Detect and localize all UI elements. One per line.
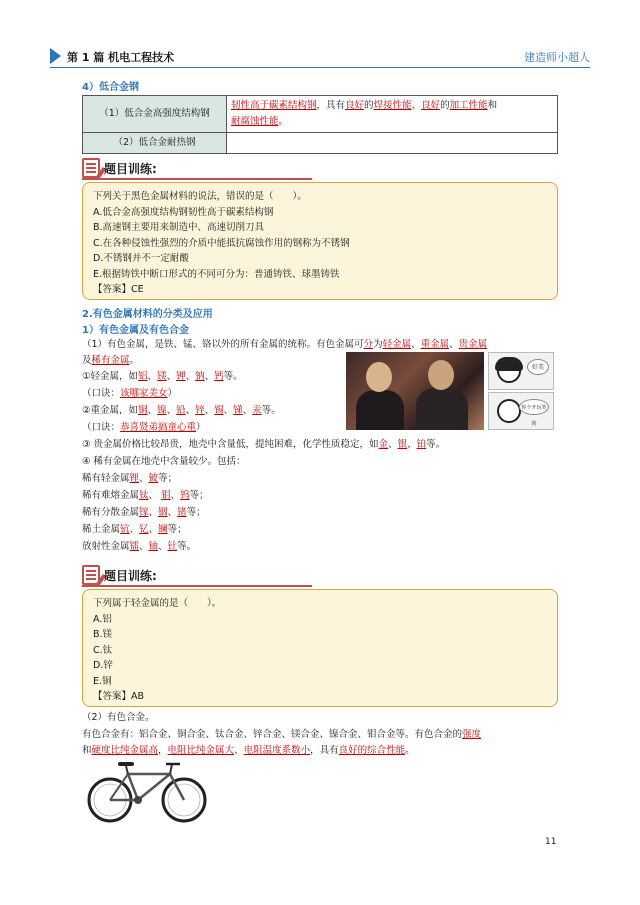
text-segment: 钪 [120, 524, 130, 535]
desc-segment: 加工性能 [449, 100, 488, 111]
text-segment: 钙 [214, 371, 224, 382]
subsection-title: 1）有色金属及有色合金 [82, 325, 189, 336]
text-segment: 钨 [180, 490, 190, 501]
text-segment: 钼 [161, 490, 171, 501]
desc-segment: 韧性高于碳素结构钢 [231, 100, 317, 111]
text-segment: 稀有轻金属 [82, 473, 130, 484]
text-segment: 铟 [158, 507, 168, 518]
page-number: 11 [545, 837, 557, 847]
desc-segment: 。 [278, 116, 289, 127]
text-segment: 等。 [261, 405, 281, 416]
cartoon-face-icon [497, 399, 521, 423]
chapter-title: 第 1 篇 机电工程技术 [67, 51, 175, 64]
desc-segment: 和 [487, 100, 498, 111]
text-segment: 放射性金属 [82, 541, 130, 552]
page-header [50, 46, 590, 68]
bicycle-stem [170, 764, 172, 774]
text-segment: 等。 [223, 371, 243, 382]
text-segment: 为 [373, 339, 383, 350]
text-segment: 、 [449, 339, 459, 350]
text-segment: 镓 [139, 507, 149, 518]
table-cell-desc [227, 96, 558, 133]
brand-name: 建造师小超人 [524, 51, 590, 64]
desc-segment: 良好 [421, 100, 441, 111]
text-segment: 铍 [148, 473, 159, 484]
section-title-low-alloy: 4）低合金钢 [82, 82, 139, 93]
desc-segment: 焊接性能 [373, 100, 412, 111]
text-segment: 镁 [157, 371, 167, 382]
question-box [82, 182, 558, 300]
text-segment: 钾 [176, 371, 186, 382]
text-segment: ②重金属，如 [82, 405, 139, 416]
text-segment: 良好的综合性能 [338, 745, 406, 756]
speech-bubble: 你个开玩笑的 [519, 399, 549, 415]
desc-segment: 、 [411, 100, 422, 111]
text-segment: 电阻温度系数小 [243, 745, 311, 756]
option-b: B.高速钢主要用来制造中、高速切削刀具 [93, 222, 265, 233]
text-segment: 钛 [139, 490, 149, 501]
alloy-text [82, 727, 560, 759]
desc-segment: 耐腐蚀性能 [231, 116, 279, 127]
text-segment: 电阻比纯金属大 [167, 745, 235, 756]
text-segment: 镧 [158, 524, 168, 535]
notepad-pencil-icon [82, 158, 100, 178]
speech-bubble: 好美 [527, 359, 549, 375]
heavy-metals-line: ②重金属，如铜、镍、铅、锌、锡、锑、汞等。 [82, 405, 281, 416]
cartoon-sticker [488, 352, 554, 390]
text-segment: 重金属 [420, 339, 450, 350]
person-body [416, 388, 468, 430]
text-segment: ， [158, 745, 168, 756]
bicycle-frame [110, 774, 184, 800]
option-a: A.低合金高强度结构钢韧性高于碳素结构钢 [93, 206, 274, 218]
text-segment: 分 [363, 339, 374, 350]
light-metals-line: ①轻金属，如铝、镁、钾、钠、钙等。 [82, 371, 243, 382]
training-title: 题目训练: [104, 162, 157, 176]
text-segment: 钇 [139, 524, 149, 535]
text-segment: 该哪家美女 [120, 388, 168, 399]
light-mnemonic [82, 386, 342, 402]
text-segment: 铜 [138, 405, 148, 416]
people-photo [346, 352, 484, 430]
alloy-title: （2）有色合金。 [82, 712, 155, 723]
text-segment: 稀土金属 [82, 524, 121, 535]
bicycle-frame [138, 774, 170, 800]
text-segment: 等。 [426, 439, 446, 450]
rare-metals-line: 稀有分散金属镓、铟、锗等； [82, 507, 206, 518]
option-e: E.铜 [93, 675, 112, 687]
text-segment: 镭 [129, 541, 140, 552]
option-a: A.铝 [93, 613, 112, 625]
option-b: B.镁 [93, 629, 113, 640]
text-segment: 锡 [214, 405, 224, 416]
text-segment: 锂 [129, 473, 140, 484]
header-arrow-icon [50, 48, 61, 64]
text-segment: 等； [189, 490, 209, 501]
option-d: D.不锈钢并不一定耐酸 [93, 253, 189, 264]
text-segment: 钠 [195, 371, 205, 382]
text-segment: 等； [186, 507, 206, 518]
text-segment: 。 [405, 745, 415, 756]
low-alloy-table [82, 95, 558, 154]
precious-metals-line: ③ 贵金属价格比较昂贵，地壳中含量低，提纯困难，化学性质稳定，如金、银、铂等。 [82, 439, 446, 450]
person-body [356, 390, 404, 430]
banner-underline [82, 585, 312, 587]
desc-segment: 的 [364, 100, 374, 111]
option-c: C.在各种侵蚀性强烈的介质中能抵抗腐蚀作用的钢称为不锈钢 [93, 237, 350, 249]
rare-metals-line: 稀有轻金属锂、铍等； [82, 473, 178, 484]
text-segment: 等。 [177, 541, 197, 552]
desc-segment: 的 [440, 100, 450, 111]
person-head [428, 360, 454, 390]
text-segment: 稀有金属 [91, 355, 130, 366]
heavy-mnemonic [82, 420, 342, 436]
text-segment: 铀 [148, 541, 159, 552]
text-segment: 锌 [195, 405, 205, 416]
bicycle-image [86, 756, 210, 826]
text-segment: ） [196, 422, 206, 433]
option-e: E.根据铸铁中断口形式的不同可分为：普通铸铁、球墨铸铁 [93, 268, 340, 280]
rare-metals-line: 稀有难熔金属钛、 钼、钨等； [82, 490, 209, 501]
text-segment: 铂 [416, 439, 427, 450]
person-head [366, 362, 392, 392]
answer-text: 【答案】AB [93, 691, 145, 702]
text-segment: ） [167, 388, 178, 399]
section-title-nonferrous: 2.有色金属材料的分类及应用 [82, 309, 213, 320]
text-segment: （1）有色金属，是铁、锰、铬以外的所有金属的统称。有色金属可 [82, 339, 364, 350]
question-text: 下列属于轻金属的是（ ）。 [93, 598, 222, 609]
cartoon-sticker [488, 392, 554, 430]
text-segment: 和 [82, 745, 92, 756]
text-segment: 铅 [176, 405, 186, 416]
option-c: C.钛 [93, 644, 113, 656]
text-segment: 及 [82, 355, 92, 366]
text-segment: 金 [378, 439, 389, 450]
text-segment: 。 [129, 355, 140, 366]
option-d: D.锌 [93, 660, 113, 671]
rare-metals-line: 稀土金属钪、钇、镧等； [82, 524, 187, 535]
desc-segment: ，具有 [316, 100, 346, 111]
text-segment: 、 [234, 745, 244, 756]
text-segment: （口诀： [82, 422, 121, 433]
text-segment: 汞 [252, 405, 262, 416]
text-segment: 锑 [233, 405, 243, 416]
text-segment: （口诀： [82, 388, 121, 399]
text-segment: 锗 [177, 507, 187, 518]
text-segment: ①轻金属，如 [82, 371, 139, 382]
text-segment: 钍 [167, 541, 178, 552]
text-segment: 镍 [157, 405, 167, 416]
text-segment: 有色合金有：铝合金、铜合金、钛合金、锌合金、镁合金、镍合金、钼合金等。有色合金的 [82, 729, 463, 740]
desc-segment: 良好 [345, 100, 365, 111]
text-segment: 等； [167, 524, 187, 535]
text-segment: 、 [411, 339, 421, 350]
bicycle-crank [134, 796, 142, 804]
table-cell-label: （1）低合金高强度结构钢 [83, 96, 227, 133]
banner-underline [82, 178, 312, 180]
bicycle-saddle [118, 762, 134, 766]
text-segment: 稀有难熔金属 [82, 490, 140, 501]
text-segment: 银 [397, 439, 408, 450]
rare-metals-line: 放射性金属镭、铀、钍等。 [82, 541, 197, 552]
table-cell-desc [227, 133, 558, 154]
text-segment: 硬度比纯金属高 [91, 745, 159, 756]
table-row [83, 96, 558, 133]
text-segment: ③ 贵金属价格比较昂贵，地壳中含量低，提纯困难，化学性质稳定，如 [82, 439, 379, 450]
text-segment: 强度 [462, 729, 482, 740]
question-box [82, 589, 558, 707]
text-segment: ，具有 [310, 745, 339, 756]
training-title: 题目训练: [104, 569, 157, 583]
rare-metals-intro: ④ 稀有金属在地壳中含量较少。包括： [82, 456, 246, 467]
notepad-pencil-icon [82, 565, 100, 585]
text-segment: 轻金属 [382, 339, 412, 350]
cartoon-hair [495, 357, 523, 371]
table-row [83, 133, 558, 154]
text-segment: 铝 [138, 371, 148, 382]
table-cell-label: （2）低合金耐热钢 [83, 133, 227, 154]
text-segment: 贵金属 [458, 339, 488, 350]
text-segment: 稀有分散金属 [82, 507, 140, 518]
text-segment: 恭喜贤弟搞童心重 [120, 422, 197, 433]
answer-text: 【答案】CE [93, 284, 144, 295]
question-text: 下列关于黑色金属材料的说法，错误的是（ ）。 [93, 191, 307, 202]
text-segment: 等； [158, 473, 178, 484]
